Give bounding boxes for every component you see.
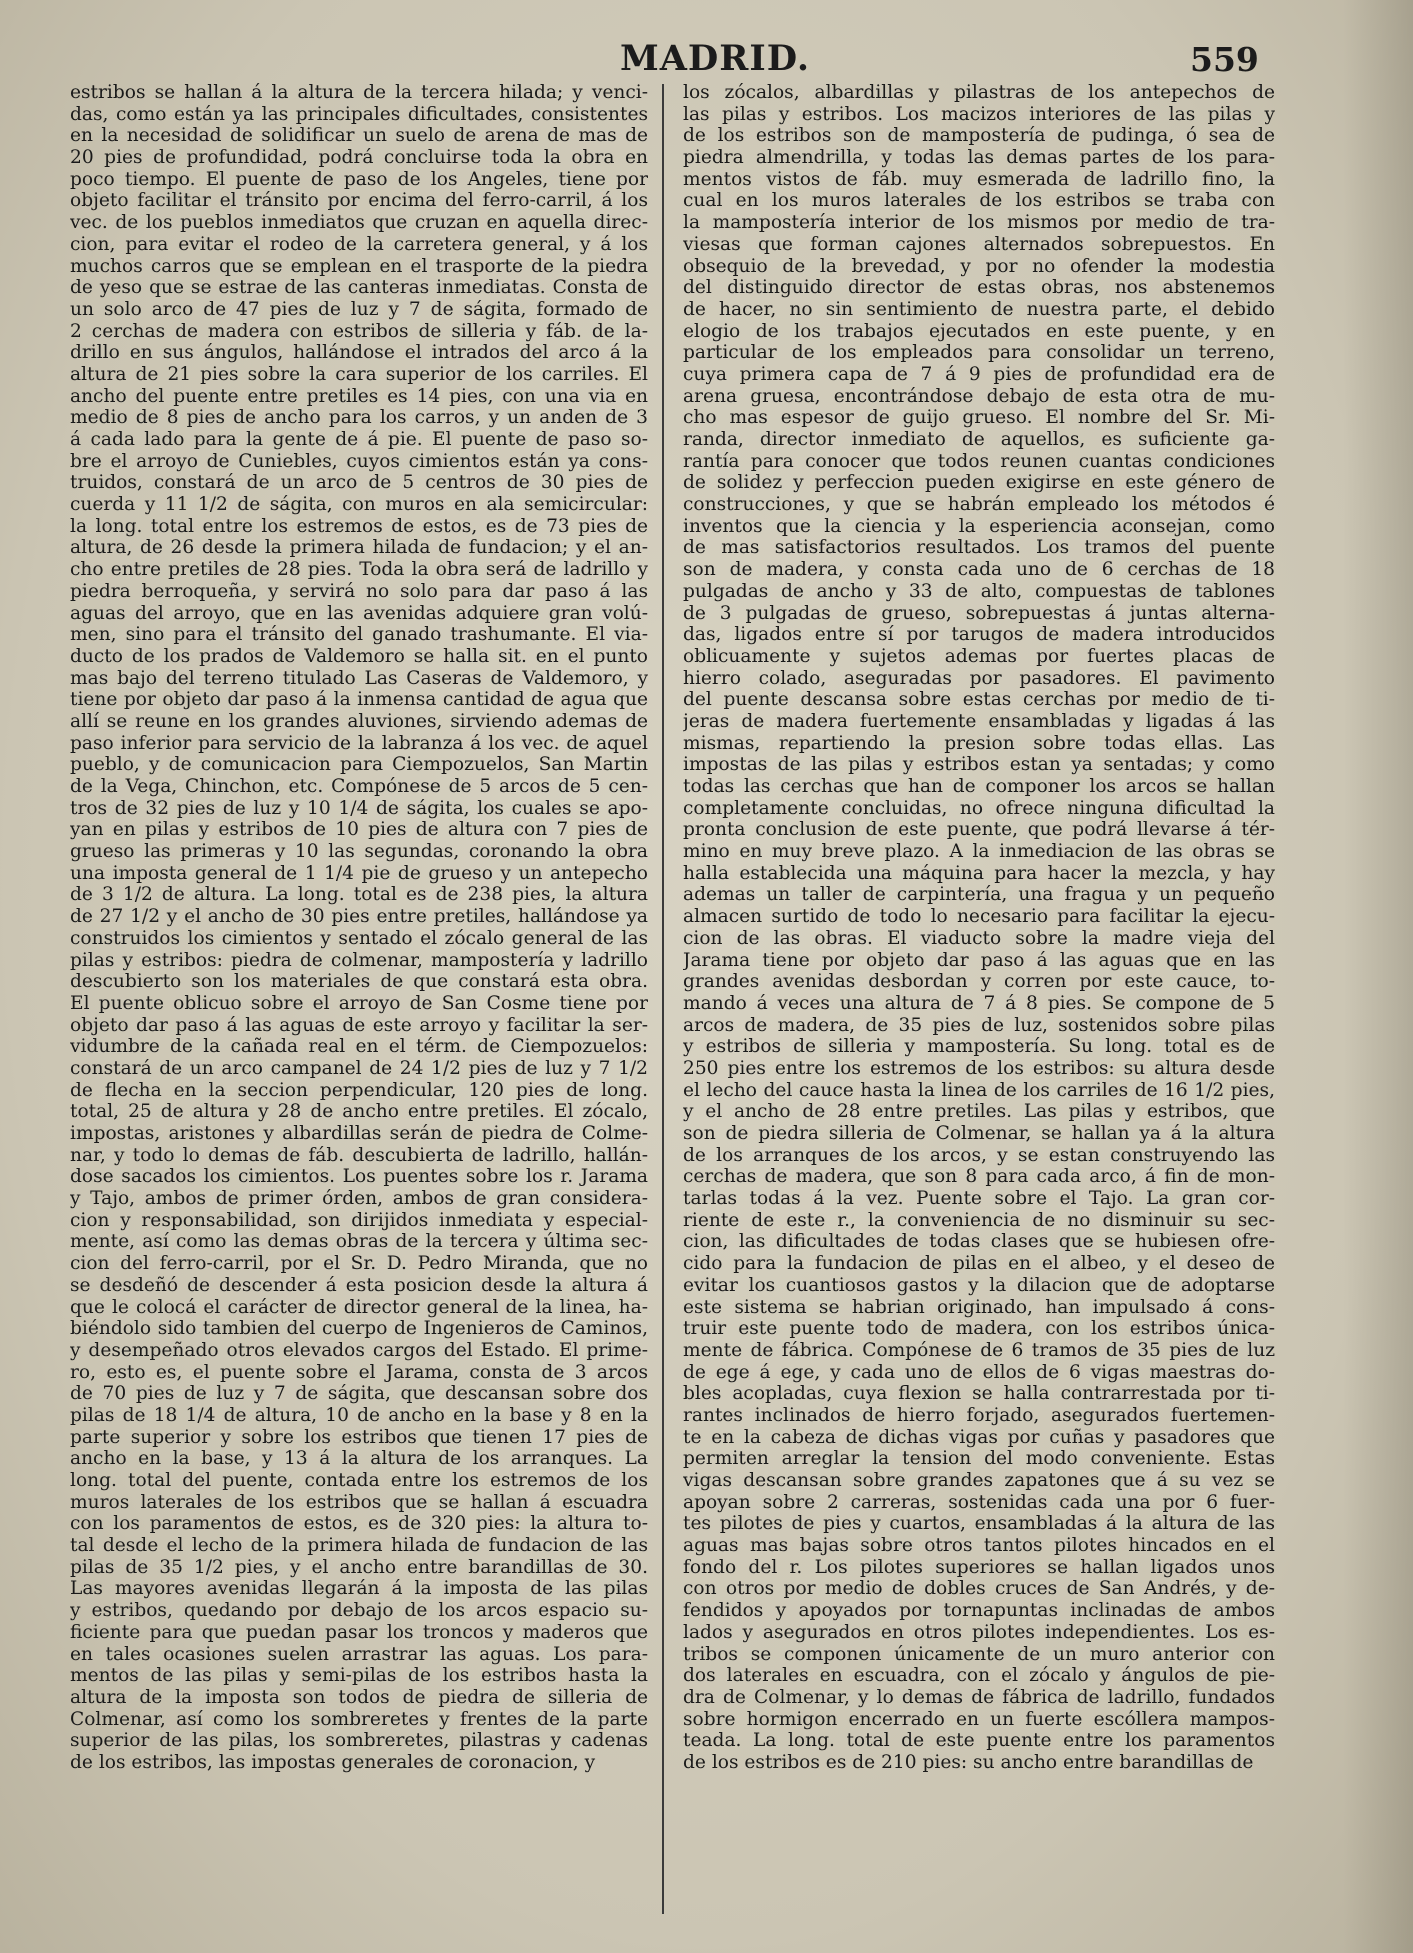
text-line: de los arranques de los arcos, y se estan construyendo las xyxy=(683,1144,1275,1166)
text-line: tiene por objeto dar paso á la inmensa cantidad de agua que xyxy=(70,689,648,711)
text-line: ademas un taller de carpintería, una fragua y un pequeño xyxy=(683,884,1275,906)
text-line: inventos que la ciencia y la esperiencia aconsejan, como xyxy=(683,515,1275,537)
text-line: y estribos, quedando por debajo de los arcos espacio su- xyxy=(70,1600,648,1622)
text-line: tarlas todas á la vez. Puente sobre el Tajo. La gran cor- xyxy=(683,1188,1275,1210)
text-line: vigas descansan sobre grandes zapatones que á su vez se xyxy=(683,1470,1275,1491)
text-line: y el ancho de 28 entre pretiles. Las pilas y estribos, que xyxy=(683,1101,1275,1123)
text-line: del puente descansa sobre estas cerchas por medio de ti- xyxy=(683,689,1275,711)
text-line: das, como están ya las principales dificultades, consistentes xyxy=(70,103,648,125)
text-line: objeto facilitar el tránsito por encima del ferro-carril, á los xyxy=(70,190,648,212)
text-line: jeras de madera fuertemente ensambladas y ligadas á las xyxy=(683,710,1275,732)
text-line: 2 cerchas de madera con estribos de silleria y fáb. de la- xyxy=(70,320,648,342)
text-line: son de piedra silleria de Colmenar, se hallan ya á la altura xyxy=(683,1123,1275,1144)
text-line: men, sino para el tránsito del ganado trashumante. El via- xyxy=(70,624,648,646)
text-line: construidos los cimientos y sentado el zócalo general de las xyxy=(70,927,648,949)
text-line: 20 pies de profundidad, podrá concluirse toda la obra en xyxy=(70,147,648,169)
text-line: hierro colado, aseguradas por pasadores. El pavimento xyxy=(683,667,1275,689)
text-line: apoyan sobre 2 carreras, sostenidas cada una por 6 fuer- xyxy=(683,1491,1275,1513)
text-line: mente, así como las demas obras de la tercera y última sec- xyxy=(70,1231,648,1253)
text-line: tros de 32 pies de luz y 10 1/4 de ságita, los cuales se apo- xyxy=(70,797,648,819)
text-line: que le colocá el carácter de director general de la linea, ha- xyxy=(70,1296,648,1318)
text-line: tal desde el lecho de la primera hilada de fundacion de las xyxy=(70,1535,648,1557)
text-line: cuya primera capa de 7 á 9 pies de profundidad era de xyxy=(683,363,1275,385)
text-line: construcciones, y que se habrán empleado los métodos é xyxy=(683,494,1275,516)
text-line: este sistema se habrian originado, han impulsado á cons- xyxy=(683,1296,1275,1318)
text-line: drillo en sus ángulos, hallándose el intrados del arco á la xyxy=(70,342,648,364)
text-line: de flecha en la seccion perpendicular, 120 pies de long. xyxy=(70,1079,648,1101)
text-line: El puente oblicuo sobre el arroyo de San Cosme tiene por xyxy=(70,992,648,1014)
text-line: constará de un arco campanel de 24 1/2 pies de luz y 7 1/2 xyxy=(70,1057,648,1079)
text-line: dos laterales en escuadra, con el zócalo y ángulos de pie- xyxy=(683,1665,1275,1687)
running-head: MADRID. xyxy=(620,38,810,79)
text-line: halla establecida una máquina para hacer la mezcla, y hay xyxy=(683,862,1275,884)
text-line: obsequio de la brevedad, y por no ofender la modestia xyxy=(683,255,1275,277)
text-line: allí se reune en los grandes aluviones, sirviendo ademas de xyxy=(70,710,648,732)
text-line: cion, para evitar el rodeo de la carretera general, y á los xyxy=(70,233,648,255)
text-line: tribos se componen únicamente de un muro anterior con xyxy=(683,1643,1275,1665)
text-line: rantes inclinados de hierro forjado, asegurados fuertemen- xyxy=(683,1404,1275,1426)
text-line: cho entre pretiles de 28 pies. Toda la obra será de ladrillo y xyxy=(70,559,648,581)
text-line: randa, director inmediato de aquellos, es suficiente ga- xyxy=(683,429,1275,450)
text-line: truir este puente todo de madera, con los estribos única- xyxy=(683,1318,1275,1340)
text-line: mentos de las pilas y semi-pilas de los estribos hasta la xyxy=(70,1665,648,1687)
text-line: aguas mas bajas sobre otros tantos pilotes hincados en el xyxy=(683,1535,1275,1557)
text-line: muros laterales de los estribos que se hallan á escuadra xyxy=(70,1491,648,1513)
text-line: altura de 21 pies sobre la cara superior de los carriles. El xyxy=(70,363,648,385)
text-line: yan en pilas y estribos de 10 pies de altura con 7 pies de xyxy=(70,819,648,841)
text-line: viesas que forman cajones alternados sobrepuestos. En xyxy=(683,233,1275,255)
text-line: pueblo, y de comunicacion para Ciempozuelos, San Martin xyxy=(70,754,648,776)
text-line: completamente concluidas, no ofrece ninguna dificultad la xyxy=(683,797,1275,819)
text-line: impostas de las pilas y estribos estan ya sentadas; y como xyxy=(683,754,1275,776)
text-line: 250 pies entre los estremos de los estribos: su altura desde xyxy=(683,1057,1275,1079)
text-line: de ege á ege, y cada uno de ellos de 6 vigas maestras do- xyxy=(683,1361,1275,1383)
text-line: pilas de 18 1/4 de altura, 10 de ancho en la base y 8 en la xyxy=(70,1404,648,1426)
text-line: los zócalos, albardillas y pilastras de los antepechos de xyxy=(683,82,1275,103)
text-line: con otros por medio de dobles cruces de San Andrés, y de- xyxy=(683,1578,1275,1600)
text-line: pilas de 35 1/2 pies, y el ancho entre barandillas de 30. xyxy=(70,1556,648,1578)
text-line: se desdeñó de descender á esta posicion desde la altura á xyxy=(70,1274,648,1296)
text-line: cual en los muros laterales de los estribos se traba con xyxy=(683,190,1275,212)
text-line: dra de Colmenar, y lo demas de fábrica de ladrillo, fundados xyxy=(683,1686,1275,1708)
text-line: lados y asegurados en otros pilotes independientes. Los es- xyxy=(683,1621,1275,1643)
text-line: aguas del arroyo, que en las avenidas adquiere gran volú- xyxy=(70,602,648,624)
text-line: cion de las obras. El viaducto sobre la madre vieja del xyxy=(683,927,1275,949)
text-line: de 3 pulgadas de grueso, sobrepuestas á juntas alterna- xyxy=(683,602,1275,624)
text-line: particular de los empleados para consolidar un terreno, xyxy=(683,342,1275,364)
text-line: fondo del r. Los pilotes superiores se hallan ligados unos xyxy=(683,1556,1275,1578)
text-line: la long. total entre los estremos de estos, es de 73 pies de xyxy=(70,515,648,537)
text-line: ro, esto es, el puente sobre el Jarama, consta de 3 arcos xyxy=(70,1361,648,1383)
text-line: el lecho del cauce hasta la linea de los carriles de 16 1/2 pies, xyxy=(683,1079,1275,1101)
text-line: pronta conclusion de este puente, que podrá llevarse á tér- xyxy=(683,819,1275,841)
text-line: ancho del puente entre pretiles es 14 pies, con una via en xyxy=(70,385,648,407)
text-line: de 70 pies de luz y 7 de ságita, que descansan sobre dos xyxy=(70,1383,648,1405)
text-line: nar, y todo lo demas de fáb. descubierta de ladrillo, hallán- xyxy=(70,1144,648,1166)
page-edge-shadow xyxy=(1343,0,1413,1953)
text-line: evitar los cuantiosos gastos y la dilacion que de adoptarse xyxy=(683,1274,1275,1296)
text-column-left xyxy=(70,82,648,1922)
text-line: y Tajo, ambos de primer órden, ambos de gran considera- xyxy=(70,1188,648,1210)
text-line: bre el arroyo de Cuniebles, cuyos cimientos están ya cons- xyxy=(70,450,648,472)
text-line: de mas satisfactorios resultados. Los tramos del puente xyxy=(683,537,1275,559)
text-line: grandes avenidas desbordan y corren por este cauce, to- xyxy=(683,971,1275,993)
text-line: una imposta general de 1 1/4 pie de grueso y un antepecho xyxy=(70,862,648,884)
text-line: pulgadas de ancho y 33 de alto, compuestas de tablones xyxy=(683,580,1275,602)
text-line: cido para la fundacion de pilas en el albeo, y el deseo de xyxy=(683,1253,1275,1275)
text-line: sobre hormigon encerrado en un fuerte escóllera mampos- xyxy=(683,1708,1275,1730)
text-line: superior de las pilas, los sombreretes, pilastras y cadenas xyxy=(70,1730,648,1752)
text-line: de 3 1/2 de altura. La long. total es de 238 pies, la altura xyxy=(70,884,648,906)
text-line: Las mayores avenidas llegarán á la imposta de las pilas xyxy=(70,1578,648,1600)
text-line: de solidez y perfeccion pueden exigirse en este género de xyxy=(683,472,1275,494)
text-line: de yeso que se estrae de las canteras inmediatas. Consta de xyxy=(70,277,648,299)
text-line: Colmenar, así como los sombreretes y frentes de la parte xyxy=(70,1708,648,1730)
text-line: de la Vega, Chinchon, etc. Compónese de 5 arcos de 5 cen- xyxy=(70,776,648,797)
text-line: pilas y estribos: piedra de colmenar, mampostería y ladrillo xyxy=(70,949,648,971)
text-line: muchos carros que se emplean en el trasporte de la piedra xyxy=(70,255,648,277)
text-line: de los estribos, las impostas generales de coronacion, y xyxy=(70,1751,596,1773)
text-line: mando á veces una altura de 7 á 8 pies. Se compone de 5 xyxy=(683,992,1275,1014)
text-line: bles acopladas, cuya flexion se halla contrarrestada por ti- xyxy=(683,1383,1275,1405)
text-line: cion del ferro-carril, por el Sr. D. Pedro Miranda, que no xyxy=(70,1253,648,1275)
column-divider xyxy=(662,84,664,1914)
text-line: Jarama tiene por objeto dar paso á las aguas que en las xyxy=(683,949,1275,971)
page-header xyxy=(0,38,1413,82)
text-line: ducto de los prados de Valdemoro se halla sit. en el punto xyxy=(70,645,648,667)
text-line: medio de 8 pies de ancho para los carros, y un anden de 3 xyxy=(70,407,648,429)
text-line: en tales ocasiones suelen arrastrar las aguas. Los para- xyxy=(70,1643,648,1665)
text-line: las pilas y estribos. Los macizos interiores de las pilas y xyxy=(683,103,1275,125)
text-line: mente de fábrica. Compónese de 6 tramos de 35 pies de luz xyxy=(683,1339,1275,1361)
text-line: mino en muy breve plazo. A la inmediacion de las obras se xyxy=(683,841,1275,863)
text-line: piedra almendrilla, y todas las demas partes de los para- xyxy=(683,147,1275,169)
text-line: cerchas de madera, que son 8 para cada arco, á fin de mon- xyxy=(683,1166,1275,1188)
text-line: descubierto son los materiales de que constará esta obra. xyxy=(70,971,648,993)
text-line: cuerda y 11 1/2 de ságita, con muros en ala semicircular: xyxy=(70,494,648,516)
text-line: de los estribos son de mampostería de pudinga, ó sea de xyxy=(683,125,1275,147)
text-line: dose sacados los cimientos. Los puentes sobre los r. Jarama xyxy=(70,1166,648,1188)
text-line: long. total del puente, contada entre los estremos de los xyxy=(70,1470,648,1491)
text-line: son de madera, y consta cada uno de 6 cerchas de 18 xyxy=(683,559,1275,581)
text-line: vidumbre de la cañada real en el térm. de Ciempozuelos: xyxy=(70,1036,648,1058)
text-line: mentos vistos de fáb. muy esmerada de ladrillo fino, la xyxy=(683,168,1275,190)
text-line: parte superior y sobre los estribos que tienen 17 pies de xyxy=(70,1426,648,1448)
text-line: á cada lado para la gente de á pie. El puente de paso so- xyxy=(70,429,648,450)
text-line: poco tiempo. El puente de paso de los Angeles, tiene por xyxy=(70,168,648,190)
text-line: fendidos y apoyados por tornapuntas inclinadas de ambos xyxy=(683,1600,1275,1622)
text-line: mas bajo del terreno titulado Las Caseras de Valdemoro, y xyxy=(70,667,648,689)
text-line: estribos se hallan á la altura de la tercera hilada; y venci- xyxy=(70,82,648,103)
text-line: de hacer, no sin sentimiento de nuestra parte, el debido xyxy=(683,298,1275,320)
text-line: y desempeñado otros elevados cargos del Estado. El prime- xyxy=(70,1339,648,1361)
text-line: permiten arreglar la tension del modo conveniente. Estas xyxy=(683,1448,1275,1470)
text-line: te en la cabeza de dichas vigas por cuñas y pasadores que xyxy=(683,1426,1275,1448)
text-line: objeto dar paso á las aguas de este arroyo y facilitar la ser- xyxy=(70,1014,648,1036)
text-line: del distinguido director de estas obras, nos abstenemos xyxy=(683,277,1275,299)
text-line: total, 25 de altura y 28 de ancho entre pretiles. El zócalo, xyxy=(70,1101,648,1123)
text-line: vec. de los pueblos inmediatos que cruzan en aquella direc- xyxy=(70,212,648,234)
text-line: con los paramentos de estos, es de 320 pies: la altura to- xyxy=(70,1513,648,1535)
text-line: cion, las dificultades de todas clases que se hubiesen ofre- xyxy=(683,1231,1275,1253)
text-line: y estribos de silleria y mampostería. Su long. total es de xyxy=(683,1036,1275,1058)
text-line: almacen surtido de todo lo necesario para facilitar la ejecu- xyxy=(683,906,1275,928)
text-line: teada. La long. total de este puente entre los paramentos xyxy=(683,1730,1275,1752)
text-line: elogio de los trabajos ejecutados en este puente, y en xyxy=(683,320,1275,342)
text-line: ancho en la base, y 13 á la altura de los arranques. La xyxy=(70,1448,648,1470)
text-line: impostas, aristones y albardillas serán de piedra de Colme- xyxy=(70,1123,648,1144)
text-line: mismas, repartiendo la presion sobre todas ellas. Las xyxy=(683,732,1275,754)
text-line: rantía para conocer que todos reunen cuantas condiciones xyxy=(683,450,1275,472)
text-line: cho mas espesor de guijo grueso. El nombre del Sr. Mi- xyxy=(683,407,1275,429)
text-line: de los estribos es de 210 pies: su ancho entre barandillas de xyxy=(683,1751,1254,1773)
text-line: la mampostería interior de los mismos por medio de tra- xyxy=(683,212,1275,234)
text-line: biéndolo sido tambien del cuerpo de Ingenieros de Caminos, xyxy=(70,1318,648,1340)
text-line: arena gruesa, encontrándose debajo de esta otra de mu- xyxy=(683,385,1275,407)
text-line: tes pilotes de pies y cuartos, ensambladas á la altura de las xyxy=(683,1513,1275,1535)
text-line: un solo arco de 47 pies de luz y 7 de ságita, formado de xyxy=(70,298,648,320)
text-column-right xyxy=(683,82,1275,1922)
text-line: ficiente para que puedan pasar los troncos y maderos que xyxy=(70,1621,648,1643)
text-line: truidos, constará de un arco de 5 centros de 30 pies de xyxy=(70,472,648,494)
page-number: 559 xyxy=(1190,40,1259,79)
text-line: todas las cerchas que han de componer los arcos se hallan xyxy=(683,776,1275,797)
text-line: arcos de madera, de 35 pies de luz, sostenidos sobre pilas xyxy=(683,1014,1275,1036)
text-line: paso inferior para servicio de la labranza á los vec. de aquel xyxy=(70,732,648,754)
text-line: cion y responsabilidad, son dirijidos inmediata y especial- xyxy=(70,1209,648,1231)
text-line: piedra berroqueña, y servirá no solo para dar paso á las xyxy=(70,580,648,602)
text-line: altura, de 26 desde la primera hilada de fundacion; y el an- xyxy=(70,537,648,559)
text-line: riente de este r., la conveniencia de no disminuir su sec- xyxy=(683,1209,1275,1231)
text-line: grueso las primeras y 10 las segundas, coronando la obra xyxy=(70,841,648,863)
text-line: altura de la imposta son todos de piedra de silleria de xyxy=(70,1686,648,1708)
text-line: de 27 1/2 y el ancho de 30 pies entre pretiles, hallándose ya xyxy=(70,906,648,928)
text-line: en la necesidad de solidificar un suelo de arena de mas de xyxy=(70,125,648,147)
text-line: oblicuamente y sujetos ademas por fuertes placas de xyxy=(683,645,1275,667)
text-line: das, ligados entre sí por tarugos de madera introducidos xyxy=(683,624,1275,646)
